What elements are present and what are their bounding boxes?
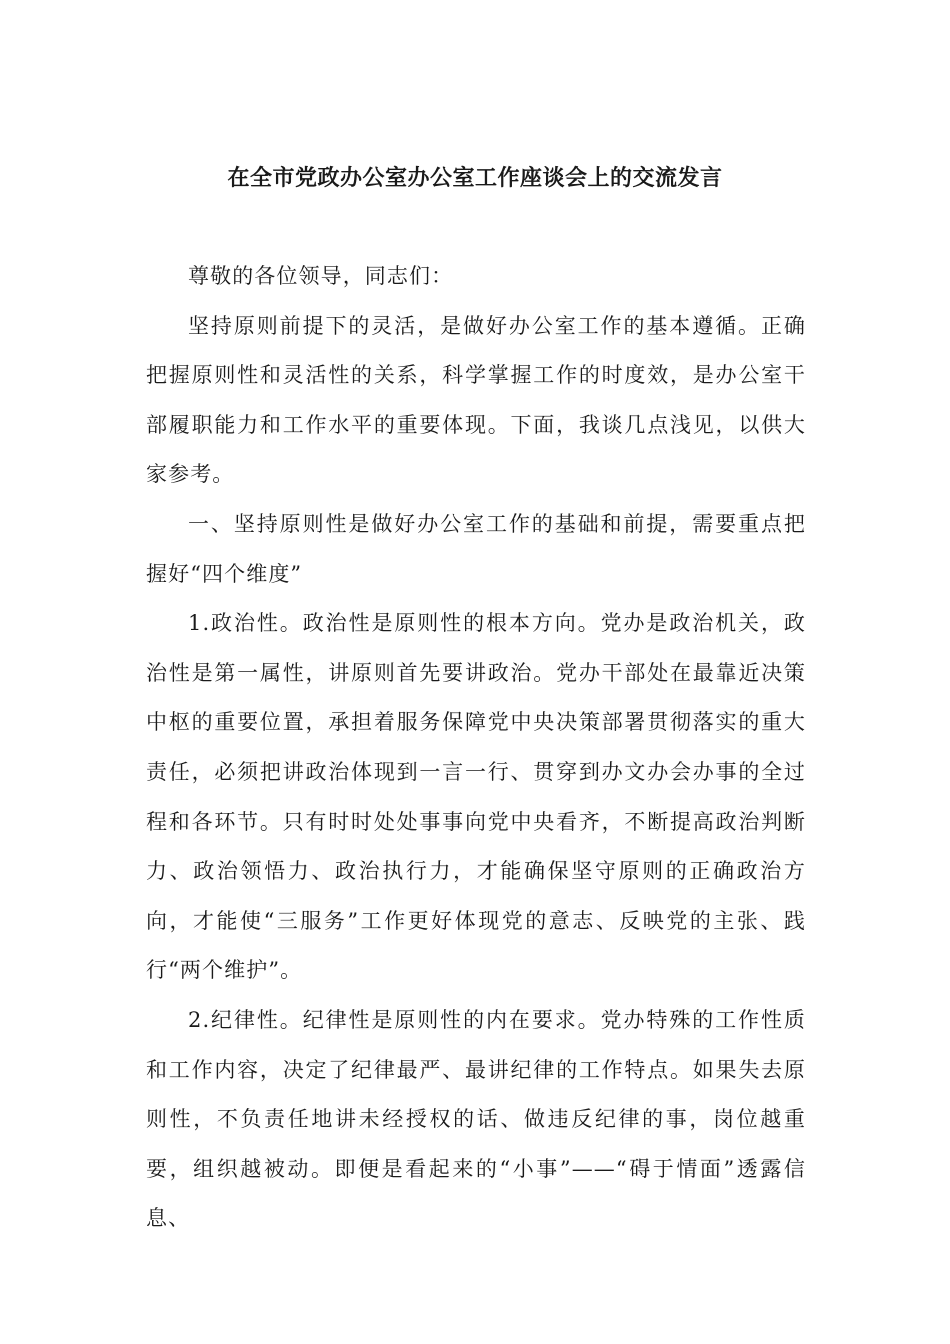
section-heading-paragraph: 一、坚持原则性是做好办公室工作的基础和前提，需要重点把握好“四个维度”: [146, 511, 806, 586]
intro-paragraph: 坚持原则前提下的灵活，是做好办公室工作的基本遵循。正确把握原则性和灵活性的关系，科学掌握工作的时度效，是办公室干部履职能力和工作水平的重要体现。下面，我谈几点浅见，以供大家参考。: [146, 313, 806, 487]
salutation-paragraph: 尊敬的各位领导，同志们：: [188, 264, 454, 288]
political-paragraph: 1.政治性。政治性是原则性的根本方向。党办是政治机关，政治性是第一属性，讲原则首先要讲政治。党办干部处在最靠近决策中枢的重要位置，承担着服务保障党中央决策部署贯彻落实的重大责任，必须把讲政治体现到一言一行、贯穿到办文办会办事的全过程和各环节。只有时时处处事事向党中央看齐，不断提高政治判断力、政治领悟力、政治执行力，才能确保坚守原则的正确政治方向，才能使“三服务”工作更好体现党的意志、反映党的主张、践行“两个维护”。: [146, 611, 806, 983]
discipline-paragraph: 2.纪律性。纪律性是原则性的内在要求。党办特殊的工作性质和工作内容，决定了纪律最严、最讲纪律的工作特点。如果失去原则性，不负责任地讲未经授权的话、做违反纪律的事，岗位越重要，组织越被动。即便是看起来的“小事”——“碍于情面”透露信息、: [146, 1007, 806, 1231]
document-title: 在全市党政办公室办公室工作座谈会上的交流发言: [227, 165, 723, 191]
document-body: [146, 252, 806, 1244]
